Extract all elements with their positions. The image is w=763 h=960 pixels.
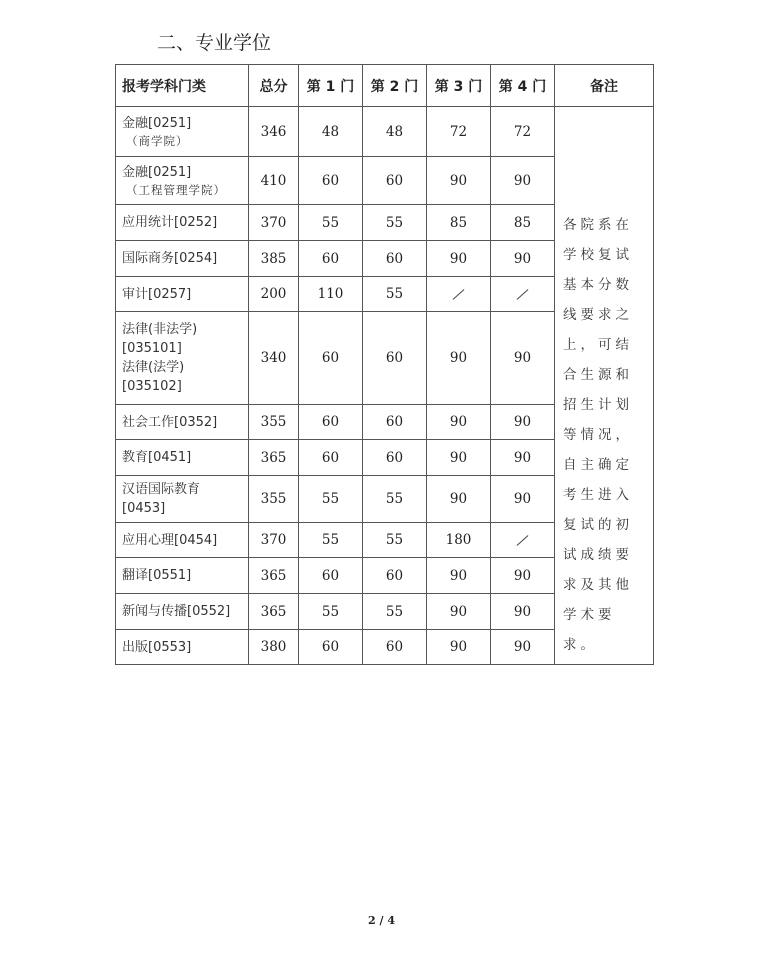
- total-score-cell: 370: [249, 523, 299, 558]
- course-score-cell: 55: [299, 476, 363, 523]
- subject-sub: （商学院）: [126, 134, 189, 148]
- header-course-3: 第 3 门: [427, 65, 491, 107]
- course-score-cell: 55: [299, 523, 363, 558]
- course-score-cell: 90: [491, 405, 555, 440]
- course-score-cell: 90: [427, 630, 491, 665]
- course-score-cell: 180: [427, 523, 491, 558]
- total-score-cell: 380: [249, 630, 299, 665]
- course-score-cell: 55: [299, 205, 363, 241]
- course-score-cell: 90: [491, 157, 555, 205]
- course-score-cell: 90: [491, 241, 555, 277]
- course-score-cell: 60: [363, 241, 427, 277]
- course-score-cell: 60: [299, 312, 363, 405]
- course-score-cell: 90: [427, 405, 491, 440]
- course-score-cell: 48: [363, 107, 427, 157]
- subject-cell: 法律(非法学) [035101] 法律(法学) [035102]: [116, 312, 249, 405]
- course-score-cell: 60: [299, 630, 363, 665]
- total-score-cell: 365: [249, 440, 299, 476]
- course-score-cell: 90: [491, 558, 555, 594]
- header-subject: 报考学科门类: [116, 65, 249, 107]
- course-score-cell: 60: [299, 558, 363, 594]
- total-score-cell: 370: [249, 205, 299, 241]
- total-score-cell: 340: [249, 312, 299, 405]
- remarks-cell: 各院系在学校复试基本分数线要求之上，可结合生源和招生计划等情况，自主确定考生进入复试的初试成绩要求及其他学术要求。: [555, 107, 654, 665]
- header-total: 总分: [249, 65, 299, 107]
- course-score-cell: 90: [491, 594, 555, 630]
- subject-cell: 金融[0251] （工程管理学院）: [116, 157, 249, 205]
- course-score-cell: 55: [299, 594, 363, 630]
- course-score-cell: 55: [363, 476, 427, 523]
- course-score-cell: 90: [491, 312, 555, 405]
- course-score-cell: 90: [491, 630, 555, 665]
- table-header-row: [116, 65, 654, 107]
- not-applicable-slash: [453, 289, 465, 300]
- total-score-cell: 385: [249, 241, 299, 277]
- course-score-cell: 60: [363, 312, 427, 405]
- total-score-cell: 346: [249, 107, 299, 157]
- course-score-cell: 55: [363, 523, 427, 558]
- course-score-cell: 60: [363, 558, 427, 594]
- course-score-cell: [491, 523, 555, 558]
- subject-cell: 翻译[0551]: [116, 558, 249, 594]
- course-score-cell: 90: [427, 558, 491, 594]
- course-score-cell: 55: [363, 205, 427, 241]
- course-score-cell: 60: [363, 157, 427, 205]
- header-course-1: 第 1 门: [299, 65, 363, 107]
- header-course-4: 第 4 门: [491, 65, 555, 107]
- total-score-cell: 355: [249, 476, 299, 523]
- course-score-cell: 90: [491, 440, 555, 476]
- course-score-cell: 72: [427, 107, 491, 157]
- total-score-cell: 200: [249, 277, 299, 312]
- total-score-cell: 365: [249, 558, 299, 594]
- course-score-cell: 90: [491, 476, 555, 523]
- course-score-cell: 90: [427, 312, 491, 405]
- course-score-cell: 48: [299, 107, 363, 157]
- course-score-cell: [427, 277, 491, 312]
- page-number: 2 / 4: [368, 914, 395, 927]
- header-remarks: 备注: [555, 65, 654, 107]
- section-title: 二、专业学位: [157, 32, 272, 54]
- table-row: [116, 107, 654, 157]
- total-score-cell: 355: [249, 405, 299, 440]
- course-score-cell: 60: [299, 157, 363, 205]
- course-score-cell: 90: [427, 157, 491, 205]
- course-score-cell: 85: [491, 205, 555, 241]
- course-score-cell: 55: [363, 594, 427, 630]
- course-score-cell: 60: [299, 241, 363, 277]
- course-score-cell: 60: [363, 440, 427, 476]
- subject-cell: 金融[0251] （商学院）: [116, 107, 249, 157]
- course-score-cell: 60: [299, 405, 363, 440]
- score-table: [115, 64, 654, 665]
- subject-cell: 审计[0257]: [116, 277, 249, 312]
- course-score-cell: 60: [363, 630, 427, 665]
- subject-cell: 应用统计[0252]: [116, 205, 249, 241]
- subject-sub: （工程管理学院）: [126, 183, 226, 197]
- not-applicable-slash: [517, 535, 529, 546]
- course-score-cell: 90: [427, 476, 491, 523]
- subject-cell: 国际商务[0254]: [116, 241, 249, 277]
- course-score-cell: 85: [427, 205, 491, 241]
- header-course-2: 第 2 门: [363, 65, 427, 107]
- course-score-cell: 90: [427, 241, 491, 277]
- course-score-cell: 60: [299, 440, 363, 476]
- course-score-cell: 60: [363, 405, 427, 440]
- total-score-cell: 365: [249, 594, 299, 630]
- subject-cell: 出版[0553]: [116, 630, 249, 665]
- course-score-cell: [491, 277, 555, 312]
- course-score-cell: 90: [427, 440, 491, 476]
- subject-cell: 教育[0451]: [116, 440, 249, 476]
- course-score-cell: 55: [363, 277, 427, 312]
- subject-cell: 汉语国际教育 [0453]: [116, 476, 249, 523]
- course-score-cell: 110: [299, 277, 363, 312]
- subject-cell: 社会工作[0352]: [116, 405, 249, 440]
- not-applicable-slash: [517, 289, 529, 300]
- subject-cell: 新闻与传播[0552]: [116, 594, 249, 630]
- course-score-cell: 72: [491, 107, 555, 157]
- course-score-cell: 90: [427, 594, 491, 630]
- total-score-cell: 410: [249, 157, 299, 205]
- subject-cell: 应用心理[0454]: [116, 523, 249, 558]
